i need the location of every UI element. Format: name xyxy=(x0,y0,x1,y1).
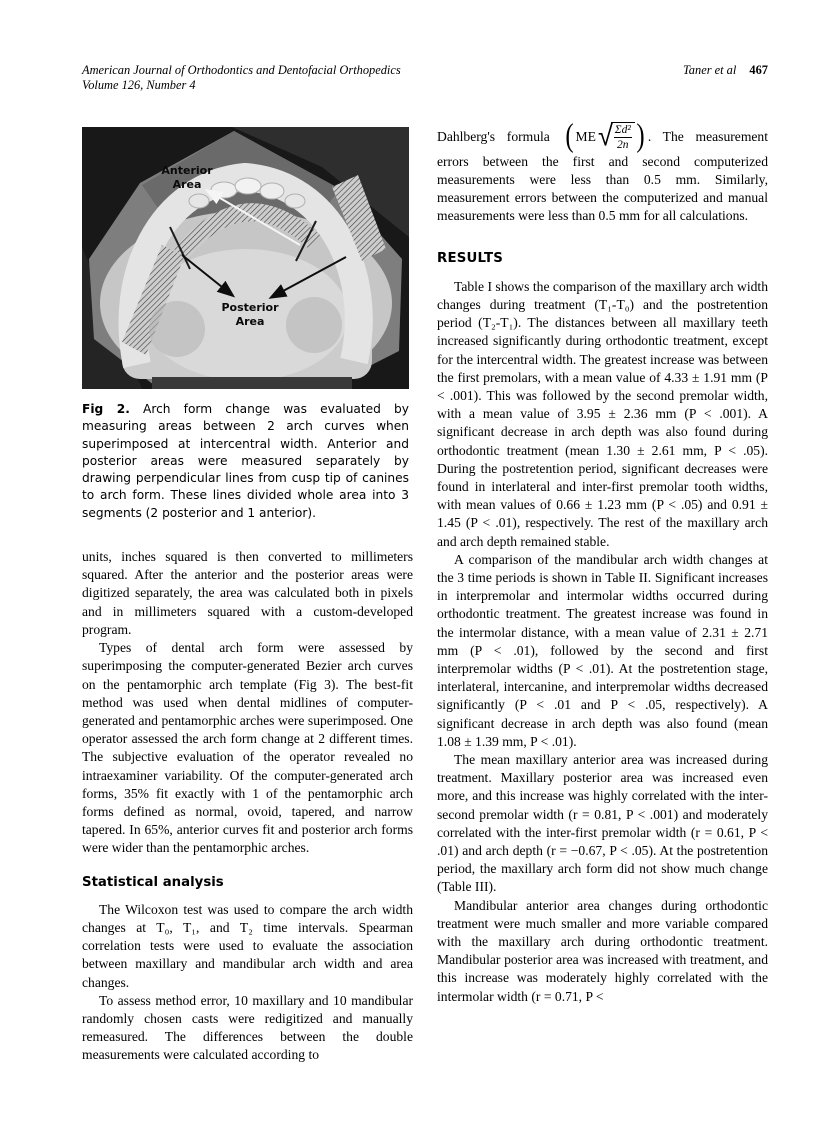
running-head xyxy=(82,63,768,92)
posterior-area-label-line2: Area xyxy=(235,315,265,328)
figure-2-caption-label: Fig 2. xyxy=(82,402,130,416)
paragraph-dahlberg xyxy=(437,118,768,226)
figure-2-caption-text: Arch form change was evaluated by measuring areas between 2 arch curves when superimposed at intercentral width. Anterior and posterior areas were measured separately by drawing perpendicular lines from cusp tip of canines to arch form. These lines divided whole area into 3 segments (2 posterior and 1 anterior). xyxy=(82,402,409,520)
paragraph-maxillary-area: The mean maxillary anterior area was increased during treatment. Maxillary posterior area was increased even more, and this increase was highly correlated with the inter-second premolar width (r = 0.81, P < .001) and moderately correlated with the inter-first premolar width (r = 0.61, P < .01) and arch depth (r = −0.67, P < .05). At the postretention period, the maxillary arch form did not show much change (Table III). xyxy=(437,751,768,895)
journal-volume: Volume 126, Number 4 xyxy=(82,77,196,92)
square-root-symbol: √ xyxy=(597,120,613,154)
paragraph-units: units, inches squared is then converted to millimeters squared. After the anterior and the posterior areas were digitized separately, the area was calculated both in pixels and in millimeters squared with a custom-developed program. xyxy=(82,549,413,637)
right-column xyxy=(437,118,768,1006)
paragraph-mandibular-area: Mandibular anterior area changes during orthodontic treatment were much smaller and more variable compared with the maxillary arch during orthodontic treatment. Mandibular posterior area was increased with treatment, and this increase was moderately highly correlated with the intermolar width (r = 0.71, P < xyxy=(437,897,768,1004)
figure-2 xyxy=(82,127,409,522)
formula-open-paren: ( xyxy=(564,118,574,154)
formula-numerator: Σd² xyxy=(614,124,631,137)
authors-label: Taner et al xyxy=(683,63,737,77)
formula-fraction xyxy=(611,122,635,151)
anterior-area-label-line1: Anterior xyxy=(161,164,213,177)
formula-denominator: 2n xyxy=(617,139,629,152)
paragraph-wilcoxon: The Wilcoxon test was used to compare the arch width changes at T₀, T₁, and T₂ time intervals. Spearman correlation tests were used to evaluate the association between maxillary and mandibular arch width and area changes. xyxy=(82,901,413,990)
page-info xyxy=(683,63,768,78)
anterior-area-label-line2: Area xyxy=(172,178,202,191)
figure-2-caption xyxy=(82,401,409,522)
paragraph-maxillary-width: Table I shows the comparison of the maxillary arch width changes during treatment (T₁-T₀) and the postretention period (T₂-T₁). The distances between all maxillary teeth increased significantly during orthodontic treatment, except for the intercentral width. The greatest increase was between the first premolars, with a mean value of 4.33 ± 1.91 mm (P < .001). This was followed by the second premolar width, with a mean value of 3.95 ± 2.36 mm (P < .001). A significant decrease in arch depth was also found during orthodontic treatment (mean 1.30 ± 2.61 mm, P < .05). During the postretention period, significant decreases were found in interlateral and inter-first premolar tooth widths, with mean values of 0.66 ± 1.23 mm (P < .05) and 0.91 ± 1.45 (P < .01), respectively. The rest of the maxillary arch and arch depth remained stable. xyxy=(437,278,768,549)
figure-2-image xyxy=(82,127,409,389)
dahlberg-formula xyxy=(564,118,646,154)
paragraph-mandibular-width: A comparison of the mandibular arch width changes at the 3 time periods is shown in Table II. Significant increases in interpremolar and intermolar widths occurred during orthodontic treatment. The greatest increase was found in the intermolar distance, with a mean value of 2.31 ± 2.71 mm (P < .01), followed by the second and first interpremolar widths (P < .01). At the postretention stage, interlateral, intercanine, and interpremolar widths decreased significantly (P < .01 and P < .05, respectively). A significant decrease in arch depth was also found (mean 1.08 ± 1.39 mm, P < .01). xyxy=(437,551,768,749)
journal-name: American Journal of Orthodontics and Dentofacial Orthopedics xyxy=(82,63,401,77)
posterior-area-label-line1: Posterior xyxy=(221,301,279,314)
journal-info xyxy=(82,63,401,92)
formula-close-paren: ) xyxy=(636,118,645,154)
results-heading: RESULTS xyxy=(437,250,504,266)
statistical-analysis-heading: Statistical analysis xyxy=(82,874,224,890)
formula-me: ME xyxy=(575,128,596,144)
paragraph-method-error: To assess method error, 10 maxillary and 10 mandibular randomly chosen casts were redigitized and manually remeasured. The differences between the double measurements were calculated according to xyxy=(82,992,413,1063)
left-column-text xyxy=(82,548,413,1064)
left-column xyxy=(82,127,413,1065)
paragraph-arch-form-types: Types of dental arch form were assessed by superimposing the computer-generated Bezier arch curves on the pentamorphic arch template (Fig 3). The best-fit method was used when dental midlines of computer-generated and pentamorphic arches were superimposed. One operator assessed the arch form change at 2 different times. The subjective evaluation of the operator revealed no intraexaminer variability. Of the computer-generated arch forms, 35% fit exactly with 1 of the pentamorphic arch forms defined as normal, ovoid, tapered, and narrow tapered. In 65%, anterior curves fit and posterior arch forms were wider than the pentamorphic arches. xyxy=(82,640,413,856)
page-number: 467 xyxy=(749,63,768,77)
paragraph-dahlberg-text: . The measurement errors between the first and second computerized measurements were less than 0.5 mm. Similarly, measurement errors between the computerized and manual measurements were less than 0.5 mm for all calculations. xyxy=(437,128,768,224)
formula-prefix: Dahlberg's formula xyxy=(437,128,562,144)
